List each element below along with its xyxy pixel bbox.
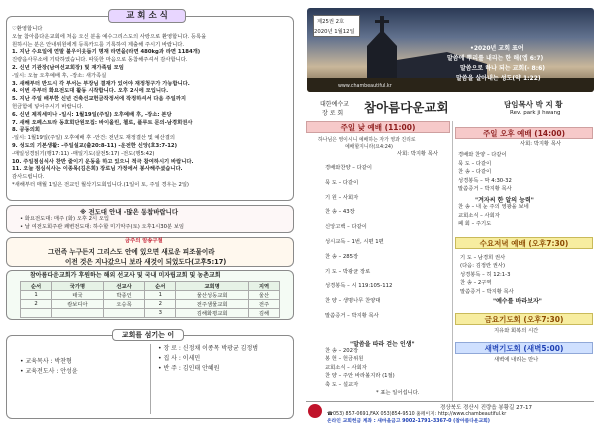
service-item: 축 도 – 설교자 — [325, 381, 359, 388]
service-item: 폐 회 – 주기도 — [458, 221, 492, 228]
service-item: 말씀증거 – 박지황 목사 — [325, 312, 379, 319]
news-line: 진량읍사무소에 기탁하였습니다. 따뜻한 마음으로 동참해주셔서 감사합니다. — [12, 57, 188, 64]
verse-line-1: 그런즉 누구든지 그리스도 안에 있으면 새로운 피조물이라 — [48, 248, 215, 256]
news-line: 10. 주일점심식사 찬반 줄이기 운동을 하고 있으니 적극 참여하시기 바랍니다. — [12, 158, 194, 165]
mission-header-cell: 선교사 — [103, 282, 144, 291]
mission-cell: 김해 — [248, 309, 279, 318]
website-watermark: www.chambeautiful.kr — [338, 84, 392, 89]
sunday-am-sermon: "말씀을 따라 걷는 인생" — [350, 341, 415, 348]
news-line: 5. 지난 주일 배부한 신년 건축선교헌금작정서에 작정하셔서 다음 주일까지 — [12, 96, 186, 103]
service-item: 성경봉독 – 히 12:1-3 — [460, 271, 511, 278]
mission-header-cell: 지역 — [248, 282, 279, 291]
wednesday-title: 수요저녁 예배 (오후7:30) — [479, 239, 569, 248]
mission-cell — [21, 309, 52, 318]
mission-cell: 1 — [21, 291, 52, 300]
servers-left-2: • 교육전도사 : 안성윤 — [20, 368, 78, 375]
church-news-title: 교 회 소 식 — [108, 9, 186, 23]
evangel-line-1: • 화요전도대: 매주 (화) 오후 2시 오입 — [20, 216, 110, 222]
sunday-pm-title: 주일 오후 예배 (14:00) — [482, 129, 566, 138]
service-item: 찬 송 – 내 눈 주의 영광을 보네 — [458, 204, 529, 210]
wednesday-order — [460, 254, 514, 296]
table-row — [21, 291, 280, 300]
news-line: 원하시는 분은 안내위원에게 등록카드를 기록하여 제출해 주시기 바랍니다. — [12, 41, 185, 48]
service-item: 찬 송 – 285장 — [325, 253, 359, 260]
service-item: 교회소식 – 사회자 — [325, 364, 367, 371]
news-line: 8. 공동의회 — [12, 127, 41, 134]
motto-line-1: 말씀에 뿌리를 내리는 한 해(엡 6:7) — [447, 55, 544, 62]
servers-right-1: • 장 로 : 신정채 이종목 박광균 김정범 — [158, 345, 259, 352]
news-line: -매일성경읽기(행17:11) -매일기도(살전5:17) -전도(행5:42) — [12, 150, 155, 157]
friday-header — [455, 313, 593, 325]
mission-table — [20, 281, 280, 318]
stand-note: * 표는 일어섭니다. — [376, 390, 420, 396]
verse-line-2: 이전 것은 지나갔으니 보라 새것이 되었도다(고후5:17) — [65, 258, 227, 266]
news-line: ♡환영합니다 — [12, 26, 43, 32]
mission-cell: 전주샘물교회 — [176, 300, 249, 309]
mission-header-cell: 순서 — [21, 282, 52, 291]
mission-cell: 2 — [145, 300, 176, 309]
mission-cell: 1 — [145, 291, 176, 300]
servers-divider — [150, 344, 151, 414]
servers-right-3: • 반 주 : 김인태 안혜원 — [158, 365, 220, 372]
friday-line: 지유와 회복의 시간 — [494, 328, 539, 334]
footer-bank: 온라인 교회헌금 계좌 : 새마을금고 9002-1791-3367-0 (참아름다운교회) — [327, 419, 490, 424]
pastor-name-english: Rev. park ji hwang — [510, 110, 561, 116]
news-line: -일시: 오늘 오후예배 후, -장소: 새가족실 — [12, 72, 107, 79]
service-item: 기 도 – 남경희 권사 — [460, 255, 506, 261]
mission-cell: 오승목 — [103, 300, 144, 309]
sunday-am-title: 주일 낮 예배 (11:00) — [340, 123, 416, 132]
table-row — [21, 300, 280, 309]
mission-cell: 캄보디아 — [52, 300, 104, 309]
service-item: 말씀증거 – 박지황 목사 — [458, 186, 512, 193]
news-line: 9. 성도의 기본생활: -주일설교(출20:8-11) -운전한 신앙(호3:7-12) — [12, 142, 178, 149]
sunday-pm-header — [455, 127, 593, 139]
evangel-line-2: • 날 여전도회주관 쾌변전도대: 하수할 미기악주(토) 오후1시30분 보임 — [20, 224, 184, 230]
news-line: 7. 새해 오페스트라 동호회단원모집: 바이올린, 첼로, 플루트 문의-남경희권사 — [12, 119, 193, 126]
dawn-title: 새벽기도회 (새벽5:00) — [484, 344, 564, 353]
mission-cell: 2 — [21, 300, 52, 309]
issue-volume: 제25권 2호 — [317, 19, 345, 25]
pastor-name: 담임목사 박 지 황 — [504, 100, 563, 109]
service-item: 찬 송 – 다같이 — [458, 169, 492, 176]
mission-cell — [103, 309, 144, 318]
sunday-am-header — [306, 121, 450, 133]
service-item: 기 도 – 박광균 장로 — [325, 268, 371, 275]
mission-header-cell: 순서 — [145, 282, 176, 291]
sunday-pm-sermon: "겨자씨 한 알의 능력" — [475, 197, 534, 204]
news-line: 헌금함에 넣어주시기 바랍니다. — [12, 103, 84, 110]
footer-rule — [306, 401, 594, 402]
motto-line-2: 말씀으로 하나 되는 교회(- 8:6) — [460, 65, 546, 72]
dawn-header — [455, 342, 593, 354]
mission-header-cell: 교회명 — [176, 282, 249, 291]
service-item: 교회소식 – 사회자 — [458, 212, 500, 219]
news-line: -일시: 1월19일(주일) 오후예배 후 -안건: 전년도 재정결산 및 예산결의 — [12, 135, 176, 142]
news-line: 오늘 참아름다운교회에 처음 오신 분을 예수그리스도의 사랑으로 환영합니다. 등록을 — [12, 33, 207, 40]
news-line: 1. 지난 수요일에 연말 불우이웃돕기 명재 라면을(라면 480kg과 라면 1184개) — [12, 49, 201, 56]
mission-table-header — [21, 282, 280, 291]
motto-title: •2020년 교회 표어 — [470, 45, 524, 52]
service-item: 묵 도 – 다같이 — [325, 179, 359, 186]
church-denomination-2: 장 로 회 — [322, 110, 344, 117]
column-divider — [452, 121, 453, 401]
service-item: 찬 송 – 202장 — [325, 348, 359, 354]
mission-cell: 3 — [145, 309, 176, 318]
service-item: 봉 헌 – 헌금위원 — [325, 356, 364, 363]
mission-cell: 태국 — [52, 291, 104, 300]
issue-date: 2020년 1월12일 — [314, 29, 355, 35]
sunday-am-intro-1: 하나님은 영이시니 예배하는 자가 영과 진리로 — [318, 137, 416, 143]
evangel-title: ※ 전도대 안내 -많은 동참바랍니다 — [80, 208, 179, 216]
sunday-am-leader: 사회: 박지황 목사 — [397, 151, 438, 157]
sunday-pm-order — [458, 151, 512, 194]
church-news-list — [12, 26, 292, 190]
mission-cell: 김해화평교회 — [176, 309, 249, 318]
mission-cell: 물산성동교회 — [176, 291, 249, 300]
servers-left-1: • 교육목사 : 박찬형 — [20, 358, 72, 365]
service-item: 말씀증거 – 박지황 목사 — [460, 288, 514, 295]
service-item: 경배와찬양 – 다같이 — [325, 165, 372, 171]
news-line: 6. 신년 제직세미나 -일시: 1월19일(주일) 오후예배 후, -장소: 본당 — [12, 111, 172, 118]
news-line: 2. 신년 기관장(남여선교회장) 및 재가족팀 모임 — [12, 64, 124, 71]
service-item: (다음: 김정란 권사) — [460, 263, 506, 270]
footer-phone: ☎053) 857-0691,FAX 053)854-9510 홈페이지: http://www.chambeautiful.kr — [327, 412, 507, 417]
mission-cell: 전주 — [248, 300, 279, 309]
church-name: 참아름다운교회 — [364, 100, 449, 115]
service-item: 찬 양 – 생명나무 찬양대 — [325, 298, 381, 305]
mission-title: 참아름다운교회가 후원하는 해외 선교사 및 국내 미자립교회 및 농촌교회 — [30, 272, 221, 279]
mission-cell: 박종인 — [103, 291, 144, 300]
sunday-am-order — [325, 161, 392, 324]
footer-logo — [308, 404, 322, 418]
motto-line-3: 말씀을 살아내는 성도(약 1:22) — [456, 75, 541, 82]
mission-cell: 울산 — [248, 291, 279, 300]
sunday-pm-leader: 사회: 박지황 목사 — [520, 141, 561, 147]
service-item: 성경봉독 – 시 119:105-112 — [325, 283, 393, 290]
news-line: 11. 오늘 점심식사는 이종목(김은희) 장로님 가정에서 봉사해주셨습니다. — [12, 166, 183, 173]
footer-address: 경상북도 경산시 진량읍 봉황길 27-17 — [440, 405, 533, 411]
service-item: 경배와 찬양 – 다같이 — [458, 152, 507, 158]
verse-title: 금주의 암송구절 — [125, 238, 163, 244]
service-item: 성경봉독 – 막 4:30-32 — [458, 177, 512, 184]
wednesday-header — [455, 237, 593, 249]
sunday-am-intro-2: 예배할지니라(요4:24) — [345, 144, 393, 150]
mission-header-cell: 국가명 — [52, 282, 104, 291]
friday-title: 금요기도회 (오후7:30) — [484, 315, 564, 324]
news-line: 3. 새해부터 반드시 각 부서는 부장님 결재가 있어야 재정청구가 가능합니다. — [12, 80, 190, 87]
service-item: 묵 도 – 다같이 — [458, 160, 492, 167]
news-line: 4. 이번 주부터 화요전도대 활동 시작합니다. 오후 2시에 모입니다. — [12, 88, 169, 95]
sunday-pm-order-2 — [458, 203, 529, 229]
servers-title: 교회를 섬기는 이 — [112, 329, 184, 341]
service-item: 신앙고백 – 다같이 — [325, 224, 367, 231]
news-line: *새해부터 매월 1일은 전교인 월삭기도회입니다.(1일이 토, 주일 경우는 2일) — [12, 181, 190, 188]
church-denomination-1: 대한예수교 — [320, 101, 349, 108]
mission-cell — [52, 309, 104, 318]
servers-right-2: • 집 사 : 이세민 — [158, 355, 201, 362]
service-item: 찬 송 – 2구역 — [460, 280, 492, 287]
table-row — [21, 309, 280, 318]
service-item: 성시교독 – 1번, 시편 1편 — [325, 238, 384, 245]
sunday-am-order-2 — [325, 347, 395, 389]
service-item: 기 원 – 사회자 — [325, 194, 359, 201]
service-item: 찬 양 – 주안 바라볼지라 (1절) — [325, 373, 395, 380]
news-line: 감사드립니다. — [12, 174, 45, 181]
wednesday-sermon: "예수를 바라보자" — [493, 298, 542, 305]
service-item: 찬 송 – 43장 — [325, 209, 355, 216]
dawn-line: 새벽에 내리는 만나 — [494, 357, 539, 363]
